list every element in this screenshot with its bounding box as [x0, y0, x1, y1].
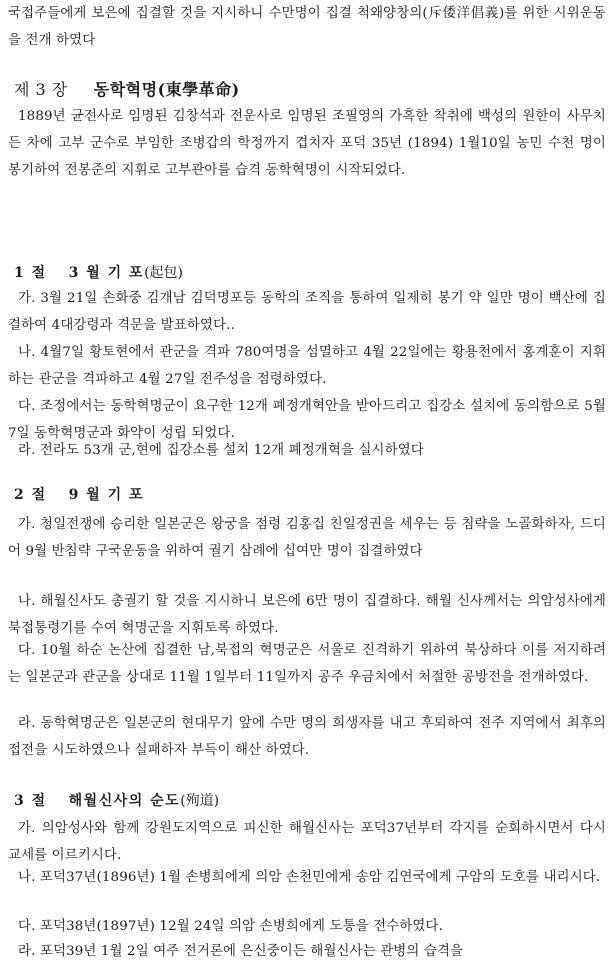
section-2-number: 2 절 — [14, 487, 47, 503]
section-2-paragraph-na: 나. 해월신사도 총궐기 할 것을 지시하니 보은에 6만 명이 집결하다. 해월 신사께서는 의암성사에게 북접통령기를 수여 혁명군을 지휘토록 하였다. — [8, 594, 606, 636]
section-3-paragraph-ga: 가. 의암성사와 함께 강원도지역으로 피신한 해월신사는 포덕37년부터 각지를 순회하시면서 다시 교세를 이르키시다. — [8, 821, 606, 863]
section-2-heading — [14, 484, 144, 504]
section-1-title: 3 월 기 포 — [68, 265, 145, 281]
section-1-heading — [14, 262, 183, 282]
section-1-title-sub: (起包) — [144, 265, 184, 281]
section-3-title: 해월신사의 순도 — [68, 793, 181, 809]
chapter-number: 제 3 장 — [14, 80, 68, 99]
section-3-title-sub: (殉道) — [180, 793, 220, 809]
section-1-paragraph-ra: 라. 전라도 53개 군,현에 집강소를 설치 12개 폐정개혁을 실시하였다 — [18, 443, 424, 458]
section-3-paragraph-ra: 라. 포덕39년 1월 2일 여주 전거론에 은신중이든 해월신사는 관병의 습격을 — [18, 944, 464, 959]
section-2-title: 9 월 기 포 — [68, 487, 145, 503]
section-1-paragraph-na: 나. 4월7일 황토현에서 관군을 격파 780여명을 섬멸하고 4월 22일에는 황용천에서 홍계훈이 지휘하는 관군을 격파하고 4월 27일 전주성을 점령하였다. — [8, 345, 606, 387]
chapter-title: 동학혁명(東學革命) — [93, 80, 240, 99]
section-2-paragraph-ra: 라. 동학혁명군은 일본군의 현대무기 앞에 수만 명의 희생자를 내고 후퇴하여 전주 지역에서 최후의 접전을 시도하였으나 실패하자 부득이 해산 하였다. — [8, 716, 606, 758]
section-1-paragraph-da: 다. 조정에서는 동학혁명군이 요구한 12개 폐정개혁안을 받아드리고 집강소 설치에 동의함으로 5월7일 동학혁명군과 화약이 성립 되었다. — [8, 399, 606, 441]
section-2-paragraph-da: 다. 10월 하순 논산에 집결한 남,북접의 혁명군은 서울로 진격하기 위하여 북상하다 이를 저지하려는 일본군과 관군을 상대로 11월 1일부터 11일까지 공주 우금치에서 처절한 공방전을 전개하였다. — [8, 643, 606, 685]
section-3-paragraph-na: 나. 포덕37년(1896년) 1월 손병희에게 의암 손천민에게 송암 김연국에게 구암의 도호를 내리시다. — [18, 870, 601, 885]
chapter-paragraph: 1889년 균전사로 임명된 김창석과 전운사로 임명된 조필영의 가혹한 착취에 백성의 원한이 사무치든 차에 고부 군수로 부임한 조병갑의 학정까지 겹치자 포덕 35년 (1894) 1월10일 농민 수천 명이 봉기하여 전봉준의 지휘로 고부관아를 습격 동학혁명이 시작되었다. — [8, 109, 606, 178]
section-2-paragraph-ga: 가. 청일전쟁에 승리한 일본군은 왕궁을 점령 김홍집 친일정권을 세우는 등 침략을 노골화하자, 드디어 9월 반침략 구국운동을 위하여 궐기 삼례에 십여만 명이 집결하였다 — [8, 517, 606, 559]
section-3-number: 3 절 — [14, 793, 47, 809]
section-3-heading — [14, 790, 219, 810]
section-3-paragraph-da: 다. 포덕38년(1897년) 12월 24일 의암 손병희에게 도통을 전수하였다. — [18, 919, 443, 934]
chapter-heading — [14, 77, 240, 100]
intro-paragraph: 국접주들에게 보은에 집결할 것을 지시하니 수만명이 집결 척왜양창의(斥倭洋倡義)를 위한 시위운동을 전개 하였다 — [8, 6, 606, 48]
section-1-paragraph-ga: 가. 3월 21일 손화중 김개남 김덕명포등 동학의 조직을 통하여 일제히 봉기 약 일만 명이 백산에 집결하여 4대강령과 격문을 발표하였다.. — [8, 291, 606, 333]
section-1-number: 1 절 — [14, 265, 47, 281]
